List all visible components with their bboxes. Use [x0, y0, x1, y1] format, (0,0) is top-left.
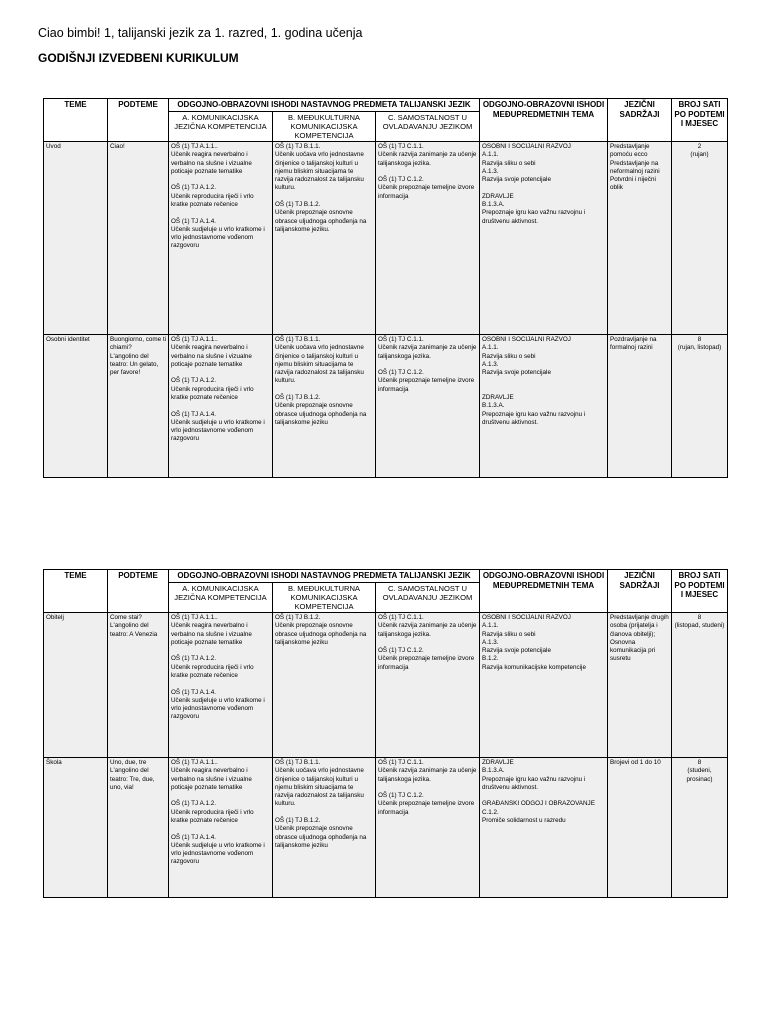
cell-ishodi-a: OŠ (1) TJ A.1.1.. Učenik reagira neverbalno i verbalno na slušne i vizualne poticaje poznate tematike OŠ (1) TJ A.1.2. Učenik reproducira riječi i vrlo kratke poznate rečenice OŠ (1) TJ A.1.4. Učenik sudjeluje u vrlo kratkome i vrlo jednostavnome vođenom razgovoru [169, 334, 273, 477]
document-title: Ciao bimbi! 1, talijanski jezik za 1. razred, 1. godina učenja [38, 26, 363, 40]
header-podteme: PODTEME [108, 570, 169, 613]
cell-ishodi-a: OŠ (1) TJ A.1.1.. Učenik reagira neverbalno i verbalno na slušne i vizualne poticaje poznate tematike OŠ (1) TJ A.1.2. Učenik reproducira riječi i vrlo kratke poznate rečenice OŠ (1) TJ A.1.4. Učenik sudjeluje u vrlo kratkome i vrlo jednostavnome vođenom razgovoru [169, 141, 273, 334]
header-ishodi-medupredmetnih: ODGOJNO-OBRAZOVNI ISHODI MEĐUPREDMETNIH TEMA [480, 570, 608, 613]
cell-podtema: Uno, due, tre L'angolino del teatro: Tre, due, uno, via! [108, 757, 169, 897]
cell-broj-sati: 8 (rujan, listopad) [672, 334, 728, 477]
header-jezicni-sadrzaji: JEZIČNI SADRŽAJI [608, 99, 672, 142]
cell-medupredmetne: OSOBNI I SOCIJALNI RAZVOJ A.1.1. Razvija sliku o sebi A.1.3. Razvija svoje potencijale ZDRAVLJE B.1.3.A. Prepoznaje igru kao važnu razvojnu i društvenu aktivnost. [480, 334, 608, 477]
cell-medupredmetne: OSOBNI I SOCIJALNI RAZVOJ A.1.1. Razvija sliku o sebi A.1.3. Razvija svoje potencijale ZDRAVLJE B.1.3.A. Prepoznaje igru kao važnu razvojnu i društvenu aktivnost. [480, 141, 608, 334]
subheader-a: A. KOMUNIKACIJSKA JEZIČNA KOMPETENCIJA [169, 582, 273, 612]
subheader-a: A. KOMUNIKACIJSKA JEZIČNA KOMPETENCIJA [169, 111, 273, 141]
cell-podtema: Buongiorno, come ti chiami? L'angolino del teatro: Un gelato, per favore! [108, 334, 169, 477]
cell-ishodi-c: OŠ (1) TJ C.1.1. Učenik razvija zanimanje za učenje talijanskoga jezika. OŠ (1) TJ C.1.2. Učenik prepoznaje temeljne izvore informacija [376, 141, 480, 334]
subheader-b: B. MEĐUKULTURNA KOMUNIKACIJSKA KOMPETENCIJA [273, 582, 376, 612]
cell-ishodi-c: OŠ (1) TJ C.1.1. Učenik razvija zanimanje za učenje talijanskoga jezika. OŠ (1) TJ C.1.2. Učenik prepoznaje temeljne izvore informacija [376, 757, 480, 897]
header-podteme: PODTEME [108, 99, 169, 142]
cell-ishodi-c: OŠ (1) TJ C.1.1. Učenik razvija zanimanje za učenje talijanskoga jezika. OŠ (1) TJ C.1.2. Učenik prepoznaje temeljne izvore informacija [376, 612, 480, 757]
table-row [44, 612, 728, 757]
table-row [44, 334, 728, 477]
header-teme: TEME [44, 99, 108, 142]
subheader-c: C. SAMOSTALNOST U OVLADAVANJU JEZIKOM [376, 582, 480, 612]
cell-medupredmetne: OSOBNI I SOCIJALNI RAZVOJ A.1.1. Razvija sliku o sebi A.1.3. Razvija svoje potencijale B.1.2. Razvija komunikacijske kompetencije [480, 612, 608, 757]
cell-ishodi-b: OŠ (1) TJ B.1.1. Učenik uočava vrlo jednostavne činjenice o talijanskoj kulturi u njemu bliskim situacijama te razvija radoznalost za talijansku kulturu. OŠ (1) TJ B.1.2. Učenik prepoznaje osnovne obrasce uljudnoga ophođenja na talijanskome jeziku [273, 334, 376, 477]
table-row [44, 141, 728, 334]
cell-ishodi-c: OŠ (1) TJ C.1.1. Učenik razvija zanimanje za učenje talijanskoga jezika. OŠ (1) TJ C.1.2. Učenik prepoznaje temeljne izvore informacija [376, 334, 480, 477]
cell-ishodi-b: OŠ (1) TJ B.1.1. Učenik uočava vrlo jednostavne činjenice o talijanskoj kulturi u njemu bliskim situacijama te razvija radoznalost za talijansku kulturu. OŠ (1) TJ B.1.2. Učenik prepoznaje osnovne obrasce uljudnoga ophođenja na talijanskome jeziku [273, 757, 376, 897]
header-broj-sati: BROJ SATI PO PODTEMI I MJESEC [672, 570, 728, 613]
header-ishodi-medupredmetnih: ODGOJNO-OBRAZOVNI ISHODI MEĐUPREDMETNIH TEMA [480, 99, 608, 142]
cell-tema: Uvod [44, 141, 108, 334]
cell-ishodi-a: OŠ (1) TJ A.1.1.. Učenik reagira neverbalno i verbalno na slušne i vizualne poticaje poznate tematike OŠ (1) TJ A.1.2. Učenik reproducira riječi i vrlo kratke poznate rečenice OŠ (1) TJ A.1.4. Učenik sudjeluje u vrlo kratkome i vrlo jednostavnome vođenom razgovoru [169, 757, 273, 897]
cell-jezicni-sadrzaji: Predstavljanje drugih osoba (prijatelja i članova obitelji); Osnovna komunikacija pri susretu [608, 612, 672, 757]
curriculum-table-2 [43, 569, 728, 898]
header-ishodi-nastavnog: ODGOJNO-OBRAZOVNI ISHODI NASTAVNOG PREDMETA TALIJANSKI JEZIK [169, 99, 480, 112]
subheader-c: C. SAMOSTALNOST U OVLADAVANJU JEZIKOM [376, 111, 480, 141]
cell-broj-sati: 8 (listopad, studeni) [672, 612, 728, 757]
curriculum-table-1 [43, 98, 728, 478]
subheader-b: B. MEĐUKULTURNA KOMUNIKACIJSKA KOMPETENCIJA [273, 111, 376, 141]
header-teme: TEME [44, 570, 108, 613]
cell-ishodi-b: OŠ (1) TJ B.1.2. Učenik prepoznaje osnovne obrasce uljudnoga ophođenja na talijanskome jeziku [273, 612, 376, 757]
cell-ishodi-a: OŠ (1) TJ A.1.1.. Učenik reagira neverbalno i verbalno na slušne i vizualne poticaje poznate tematike OŠ (1) TJ A.1.2. Učenik reproducira riječi i vrlo kratke poznate rečenice OŠ (1) TJ A.1.4. Učenik sudjeluje u vrlo kratkome i vrlo jednostavnome vođenom razgovoru [169, 612, 273, 757]
table-row [44, 757, 728, 897]
header-broj-sati: BROJ SATI PO PODTEMI I MJESEC [672, 99, 728, 142]
cell-broj-sati: 8 (studeni, prosinac) [672, 757, 728, 897]
cell-jezicni-sadrzaji: Brojevi od 1 do 10 [608, 757, 672, 897]
cell-medupredmetne: ZDRAVLJE B.1.3.A. Prepoznaje igru kao važnu razvojnu i društvenu aktivnost. GRAĐANSKI ODGOJ I OBRAZOVANJE C.1.2. Promiče solidarnost u razredu [480, 757, 608, 897]
cell-jezicni-sadrzaji: Predstavljanje pomoću ecco Predstavljanje na neformalnoj razini Potvrdni i niječni oblik [608, 141, 672, 334]
header-jezicni-sadrzaji: JEZIČNI SADRŽAJI [608, 570, 672, 613]
cell-ishodi-b: OŠ (1) TJ B.1.1. Učenik uočava vrlo jednostavne činjenice o talijanskoj kulturi u njemu bliskim situacijama te razvija radoznalost za talijansku kulturu. OŠ (1) TJ B.1.2. Učenik prepoznaje osnovne obrasce uljudnoga ophođenja na talijanskome jeziku. [273, 141, 376, 334]
cell-podtema: Ciao! [108, 141, 169, 334]
cell-tema: Obitelj [44, 612, 108, 757]
cell-jezicni-sadrzaji: Pozdravljanje na formalnoj razini [608, 334, 672, 477]
header-ishodi-nastavnog: ODGOJNO-OBRAZOVNI ISHODI NASTAVNOG PREDMETA TALIJANSKI JEZIK [169, 570, 480, 583]
cell-podtema: Come stai? L'angolino del teatro: A Venezia [108, 612, 169, 757]
cell-tema: Osobni identitet [44, 334, 108, 477]
cell-tema: Škola [44, 757, 108, 897]
document-subtitle: GODIŠNJI IZVEDBENI KURIKULUM [38, 51, 239, 65]
cell-broj-sati: 2 (rujan) [672, 141, 728, 334]
